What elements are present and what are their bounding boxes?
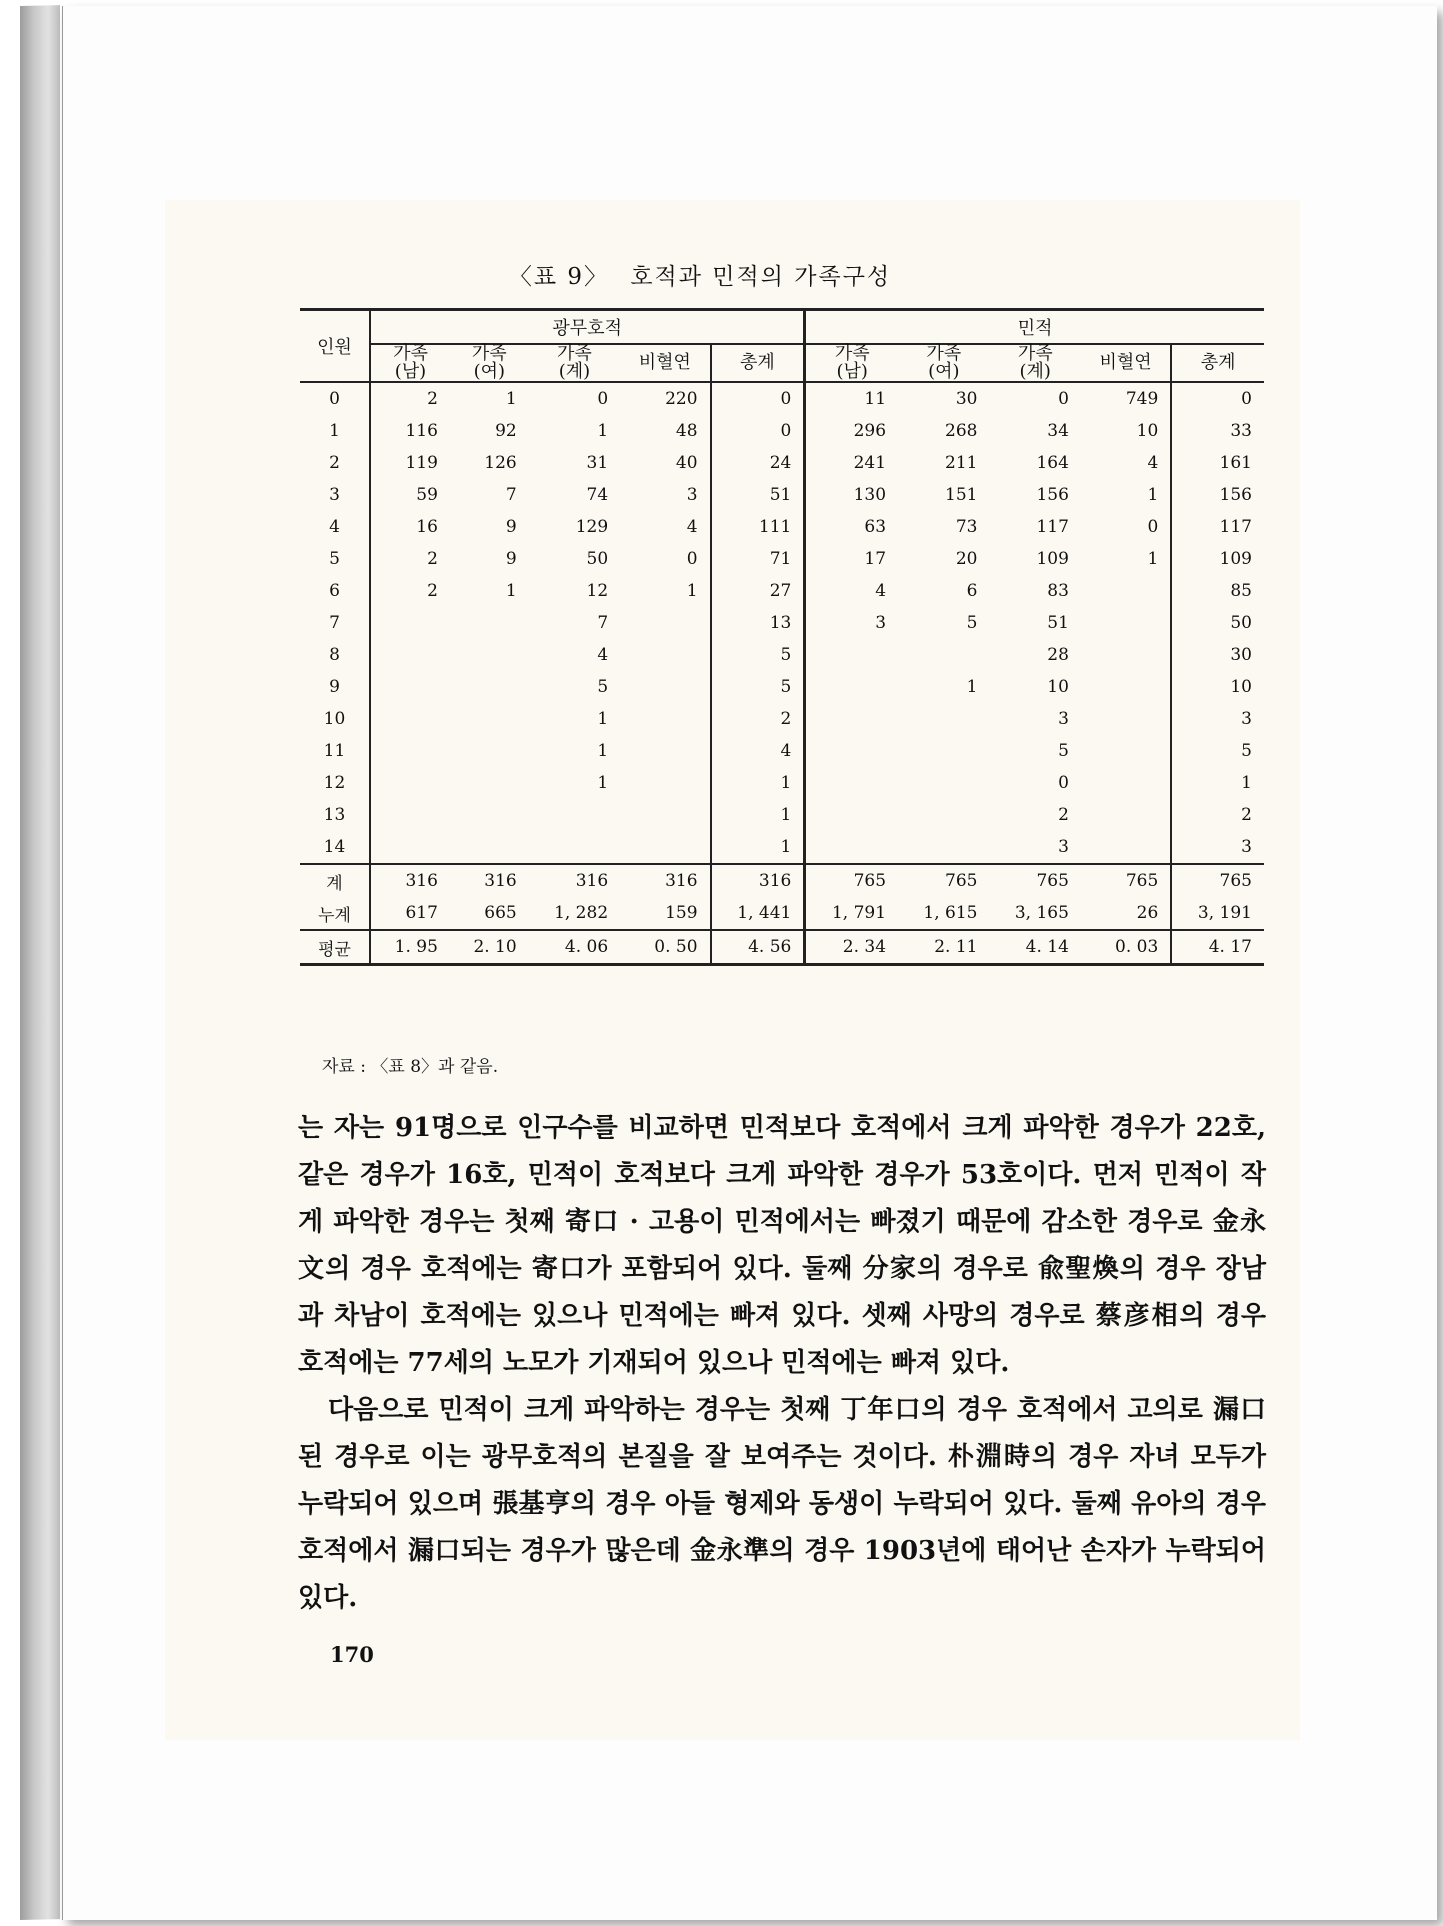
table-cell: 0 <box>1058 389 1069 409</box>
table-cell: 1. 95 <box>370 930 450 965</box>
table-cell: 3 <box>1171 703 1264 735</box>
table-cell: 4 <box>597 645 609 665</box>
family-composition-table <box>300 308 1264 966</box>
table-cell: 4. 14 <box>990 930 1081 965</box>
table-cell <box>529 831 620 864</box>
table-cell: 1 <box>711 799 805 831</box>
table-cell: 2 <box>370 543 450 575</box>
table-caption-label: 〈표 9〉 <box>508 264 610 290</box>
table-row <box>300 543 1264 575</box>
table-cell <box>805 735 898 767</box>
table-cell: 1, 282 <box>554 903 609 923</box>
table-cell <box>1081 639 1171 671</box>
table-cell: 119 <box>370 447 450 479</box>
row-label-cell: 7 <box>329 613 340 633</box>
table-cell <box>805 831 898 864</box>
col-header: 가족 (남) <box>370 344 450 382</box>
table-cell: 268 <box>945 421 978 441</box>
table-row <box>300 511 1264 543</box>
table-cell: 12 <box>586 581 609 601</box>
row-label-cell: 0 <box>329 389 340 409</box>
table-cell: 156 <box>1171 479 1264 511</box>
table-cell: 765 <box>805 864 898 897</box>
group-header-row <box>300 310 1264 345</box>
table-cell: 1 <box>1147 549 1159 569</box>
table-cell: 1, 615 <box>923 903 978 923</box>
table-cell: 3, 191 <box>1171 897 1264 930</box>
table-cell: 48 <box>675 421 698 441</box>
table-row <box>300 639 1264 671</box>
table-cell <box>370 671 450 703</box>
table-cell: 1 <box>505 389 517 409</box>
table-cell: 4 <box>805 575 898 607</box>
col-header: 총계 <box>1171 344 1264 382</box>
table-cell: 3 <box>1058 837 1069 857</box>
table-cell <box>450 703 529 735</box>
mean-row <box>300 930 1264 965</box>
table-cell: 1, 791 <box>805 897 898 930</box>
table-cell: 316 <box>450 864 529 897</box>
table-cell <box>1081 607 1171 639</box>
table-cell: 51 <box>711 479 805 511</box>
table-cell: 5 <box>711 639 805 671</box>
table-cell <box>450 799 529 831</box>
table-cell: 316 <box>620 864 710 897</box>
table-cell <box>898 639 989 671</box>
row-label-cell: 11 <box>323 741 346 761</box>
table-cell: 13 <box>711 607 805 639</box>
table-cell: 50 <box>586 549 609 569</box>
row-label-cell: 8 <box>329 645 340 665</box>
table-cell: 40 <box>675 453 698 473</box>
table-cell <box>450 767 529 799</box>
table-cell <box>450 639 529 671</box>
table-cell: 2 <box>370 382 450 415</box>
table-cell: 34 <box>1047 421 1069 441</box>
table-cell: 0 <box>711 382 805 415</box>
table-cell: 3 <box>1171 831 1264 864</box>
row-label-cell: 1 <box>329 421 340 441</box>
table-cell: 31 <box>586 453 609 473</box>
table-cell: 0 <box>686 549 698 569</box>
table-cell: 1 <box>597 421 609 441</box>
row-label-cell: 6 <box>329 581 340 601</box>
table-cell: 4. 17 <box>1171 930 1264 965</box>
table-source-note: 자료 : 〈표 8〉과 같음. <box>322 1057 499 1077</box>
table-cell <box>805 703 898 735</box>
table-cell: 749 <box>1125 389 1159 409</box>
table-row <box>300 671 1264 703</box>
table-cell: 1 <box>686 581 698 601</box>
table-cell: 5 <box>1058 741 1069 761</box>
table-cell: 10 <box>1171 671 1264 703</box>
table-cell: 83 <box>1047 581 1069 601</box>
table-row <box>300 735 1264 767</box>
row-label-cell: 10 <box>323 709 346 729</box>
table-cell <box>1081 735 1171 767</box>
table-cell <box>370 831 450 864</box>
table-cell: 4 <box>711 735 805 767</box>
table-cell: 16 <box>370 511 450 543</box>
row-label-cell: 5 <box>329 549 340 569</box>
table-cell: 111 <box>711 511 805 543</box>
row-label-cell: 3 <box>329 485 340 505</box>
table-cell: 241 <box>805 447 898 479</box>
table-row <box>300 575 1264 607</box>
table-cell: 765 <box>1081 864 1171 897</box>
table-cell: 1 <box>1147 485 1159 505</box>
table-cell <box>370 799 450 831</box>
table-cell <box>370 639 450 671</box>
row-label-cell: 평균 <box>300 930 370 965</box>
table-cell <box>370 735 450 767</box>
table-cell: 0 <box>711 415 805 447</box>
table-cell: 5 <box>1171 735 1264 767</box>
table-cell <box>370 607 450 639</box>
table-caption <box>300 258 1100 291</box>
col-header: 가족 (남) <box>805 344 898 382</box>
table-cell <box>620 703 710 735</box>
table-cell: 20 <box>955 549 978 569</box>
table-cell: 1 <box>597 709 609 729</box>
table-cell: 109 <box>1036 549 1069 569</box>
table-cell: 9 <box>505 549 517 569</box>
table-cell <box>805 671 898 703</box>
table-cell: 2 <box>711 703 805 735</box>
col-header: 가족 (계) <box>990 344 1081 382</box>
table-cell: 116 <box>370 415 450 447</box>
table-cell: 4 <box>686 517 698 537</box>
table-cell <box>1081 799 1171 831</box>
table-cell: 1 <box>711 831 805 864</box>
table-cell: 11 <box>805 382 898 415</box>
col-header: 비혈연 <box>1081 344 1171 382</box>
table-cell: 10 <box>1136 421 1159 441</box>
table-cell <box>450 671 529 703</box>
table-cell: 6 <box>966 581 978 601</box>
table-cell: 3 <box>686 485 698 505</box>
table-cell <box>370 703 450 735</box>
table-cell: 3 <box>1058 709 1069 729</box>
col-header: 가족 (여) <box>898 344 989 382</box>
table-cell: 71 <box>711 543 805 575</box>
table-cell: 0 <box>1171 382 1264 415</box>
table-cell <box>620 767 710 799</box>
table-row <box>300 831 1264 864</box>
table-cell <box>620 735 710 767</box>
table-caption-title: 호적과 민적의 가족구성 <box>630 264 892 290</box>
table-cell <box>898 799 989 831</box>
table-cell: 316 <box>370 864 450 897</box>
table-cell: 26 <box>1136 903 1159 923</box>
table-cell: 316 <box>529 864 620 897</box>
table-cell <box>620 671 710 703</box>
table-cell <box>620 831 710 864</box>
table-cell: 85 <box>1171 575 1264 607</box>
table-cell: 3, 165 <box>1014 903 1069 923</box>
table-cell <box>898 767 989 799</box>
table-cell: 211 <box>945 453 978 473</box>
total-row <box>300 864 1264 897</box>
col-header: 가족 (계) <box>529 344 620 382</box>
table-cell: 7 <box>597 613 609 633</box>
row-label-cell: 4 <box>329 517 340 537</box>
group-header-gwangmu: 광무호적 <box>370 310 805 345</box>
col-header: 총계 <box>711 344 805 382</box>
table-cell <box>898 831 989 864</box>
row-label-cell: 14 <box>323 837 346 857</box>
table-cell: 0. 50 <box>620 930 710 965</box>
table-cell: 2 <box>370 575 450 607</box>
column-header-row <box>300 344 1264 382</box>
table-row <box>300 415 1264 447</box>
row-label-cell: 12 <box>323 773 346 793</box>
table-cell: 117 <box>1036 517 1069 537</box>
table-cell: 765 <box>898 864 989 897</box>
table-cell: 4. 06 <box>529 930 620 965</box>
table-cell <box>620 639 710 671</box>
row-header-label: 인원 <box>300 310 370 383</box>
table-cell: 4 <box>1147 453 1159 473</box>
table-cell: 2. 34 <box>805 930 898 965</box>
table-cell: 117 <box>1171 511 1264 543</box>
table-cell <box>370 767 450 799</box>
table-cell: 1, 441 <box>711 897 805 930</box>
table-cell: 765 <box>990 864 1081 897</box>
table-cell: 0 <box>597 389 609 409</box>
table-cell <box>1081 831 1171 864</box>
table-cell: 4. 56 <box>711 930 805 965</box>
table-cell: 1 <box>966 677 978 697</box>
table-cell: 161 <box>1171 447 1264 479</box>
table-cell: 296 <box>805 415 898 447</box>
table-cell: 92 <box>495 421 517 441</box>
row-label-cell: 계 <box>300 864 370 897</box>
row-label-cell: 13 <box>323 805 346 825</box>
table-cell: 5 <box>966 613 978 633</box>
row-label-cell: 누계 <box>318 905 351 926</box>
group-header-minjeok: 민적 <box>805 310 1264 345</box>
table-cell: 220 <box>665 389 698 409</box>
table-cell: 51 <box>1047 613 1069 633</box>
table-cell: 2. 10 <box>450 930 529 965</box>
table-cell: 1 <box>597 741 609 761</box>
table-cell: 30 <box>1171 639 1264 671</box>
body-text <box>298 1105 1266 1622</box>
table-cell: 9 <box>505 517 517 537</box>
table-cell: 7 <box>505 485 517 505</box>
table-cell: 27 <box>711 575 805 607</box>
table-cell <box>620 799 710 831</box>
table-cell: 2. 11 <box>898 930 989 965</box>
table-cell <box>898 703 989 735</box>
cumulative-row <box>300 897 1264 930</box>
table-cell: 73 <box>955 517 978 537</box>
table-cell: 765 <box>1171 864 1264 897</box>
table-cell: 617 <box>370 897 450 930</box>
table-row <box>300 479 1264 511</box>
table-cell: 164 <box>1036 453 1069 473</box>
table-cell <box>529 799 620 831</box>
table-cell <box>805 799 898 831</box>
book-edge <box>20 5 60 1920</box>
table-cell <box>1081 671 1171 703</box>
table-cell: 17 <box>805 543 898 575</box>
paragraph: 다음으로 민적이 크게 파악하는 경우는 첫째 丁年口의 경우 호적에서 고의로 漏口된 경우로 이는 광무호적의 본질을 잘 보여주는 것이다. 朴淵時의 경우 자녀 모두가 누락되어 있으며 張基亨의 경우 아들 형제와 동생이 누락되어 있다. 둘째 유아의 경우 호적에서 漏口되는 경우가 많은데 金永準의 경우 1903년에 태어난 손자가 누락되어 있다. <box>298 1395 1266 1613</box>
table-cell: 0. 03 <box>1081 930 1171 965</box>
table-cell: 159 <box>665 903 698 923</box>
table-cell: 1 <box>1171 767 1264 799</box>
table-cell: 63 <box>805 511 898 543</box>
table-cell: 1 <box>597 773 609 793</box>
table-cell: 59 <box>370 479 450 511</box>
row-label-cell: 2 <box>329 453 340 473</box>
table-cell: 151 <box>945 485 978 505</box>
table-cell: 33 <box>1171 415 1264 447</box>
table-row <box>300 767 1264 799</box>
table-cell: 129 <box>575 517 609 537</box>
table-row <box>300 607 1264 639</box>
table-cell: 109 <box>1171 543 1264 575</box>
table-cell: 0 <box>1058 773 1069 793</box>
table-cell: 126 <box>484 453 517 473</box>
table-row <box>300 382 1264 415</box>
table-cell: 28 <box>1047 645 1069 665</box>
table-cell: 3 <box>805 607 898 639</box>
table-cell: 30 <box>955 389 978 409</box>
col-header: 비혈연 <box>620 344 710 382</box>
table-cell <box>450 607 529 639</box>
table-cell: 50 <box>1171 607 1264 639</box>
table-cell <box>1081 703 1171 735</box>
table-cell <box>1081 767 1171 799</box>
table-cell: 665 <box>484 903 517 923</box>
table-cell <box>450 831 529 864</box>
table-body <box>300 382 1264 965</box>
table-cell: 0 <box>1147 517 1159 537</box>
table-cell <box>805 767 898 799</box>
table-cell: 2 <box>1058 805 1069 825</box>
table-cell: 24 <box>711 447 805 479</box>
table-row <box>300 799 1264 831</box>
table-cell <box>450 735 529 767</box>
paragraph: 는 자는 91명으로 인구수를 비교하면 민적보다 호적에서 크게 파악한 경우가 22호, 같은 경우가 16호, 민적이 호적보다 크게 파악한 경우가 53호이다. 먼저 민적이 작게 파악한 경우는 첫째 寄口 · 고용이 민적에서는 빠졌기 때문에 감소한 경우로 金永文의 경우 호적에는 寄口가 포함되어 있다. 둘째 分家의 경우로 兪聖煥의 경우 장남과 차남이 호적에는 있으나 민적에는 빠져 있다. 셋째 사망의 경우로 蔡彦相의 경우 호적에는 77세의 노모가 기재되어 있으나 민적에는 빠져 있다. <box>298 1113 1266 1378</box>
table-cell: 2 <box>1171 799 1264 831</box>
table-cell <box>805 639 898 671</box>
table-row <box>300 447 1264 479</box>
table-row <box>300 703 1264 735</box>
table-cell: 130 <box>805 479 898 511</box>
row-label-cell: 9 <box>329 677 340 697</box>
table-cell: 74 <box>586 485 609 505</box>
col-header: 가족 (여) <box>450 344 529 382</box>
table-cell: 316 <box>711 864 805 897</box>
table-cell: 10 <box>1047 677 1069 697</box>
table-cell: 1 <box>505 581 517 601</box>
table-cell: 156 <box>1036 485 1069 505</box>
table-cell <box>620 607 710 639</box>
table-cell: 1 <box>711 767 805 799</box>
table-cell: 5 <box>597 677 609 697</box>
page-number: 170 <box>330 1642 374 1667</box>
table-cell <box>898 735 989 767</box>
table-cell: 5 <box>711 671 805 703</box>
table-cell <box>1081 575 1171 607</box>
